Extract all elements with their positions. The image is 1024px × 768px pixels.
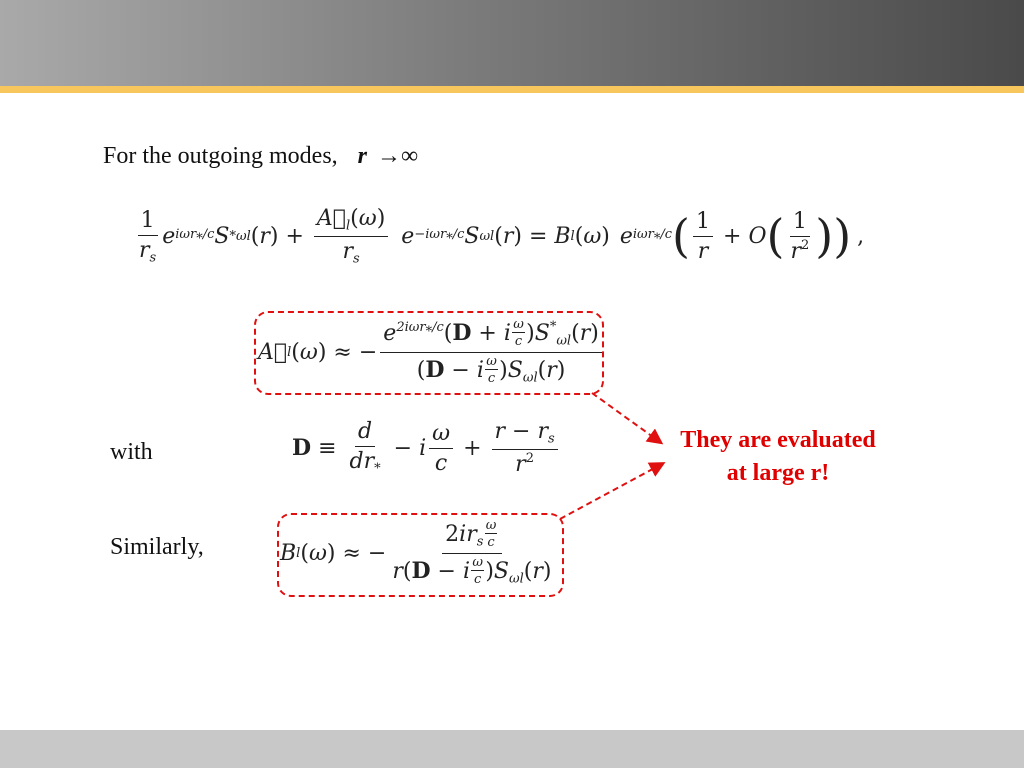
eq-frac-1-over-rs: $\frac{1}{r_s}$	[139, 207, 157, 266]
A-equation: A⃗ l ( ω ) ≈ − $e^{2i\omega r_*/c}(D + i$ $\frac{\omega}{c}$ )$S^*_{\omega l}(r)$ (D − i $\frac{\omega}{c}$ )$S_{\omega l}(r)$	[258, 318, 605, 386]
annotation-note	[655, 424, 901, 490]
intro-variable: r	[357, 143, 367, 169]
similarly-label: Similarly,	[110, 534, 204, 560]
intro-text: For the outgoing modes,	[103, 143, 338, 169]
note-line-2: at large r!	[726, 460, 830, 486]
eq-frac-A-over-rs: $\frac{A⃗_l(\omega)}{r_s}$	[314, 206, 388, 268]
D-definition: D ≡ $\frac{d}{dr_*}$ − i $\frac{\omega}{c}$ + $\frac{r - r_s}{r^2}$	[292, 419, 561, 478]
main-equation: $\frac{1}{r_s}$ e iωr$_*$/c S * ωl ( r ) + $\frac{A⃗_l(\omega)}{r_s}$ e −iωr$_*$/c S ωl ( r ) = B l ( ω ) e iωr$_*$/c ( $\frac{1}{r}$ + O ( $\frac{1}{r^2}$ ) ) ,	[133, 206, 864, 268]
intro-limit: →∞	[377, 143, 419, 169]
B-equation: B l ( ω ) ≈ − $2ir_s$ $\frac{\omega}{c}$ r(D − i $\frac{\omega}{c}$ )$S_{\omega l}(r)$	[280, 518, 552, 587]
slide-footer-bar	[0, 730, 1024, 768]
arrow-from-B	[560, 464, 662, 519]
note-line-1: They are evaluated	[680, 427, 876, 453]
arrow-from-A	[592, 393, 660, 442]
with-label: with	[110, 439, 153, 465]
